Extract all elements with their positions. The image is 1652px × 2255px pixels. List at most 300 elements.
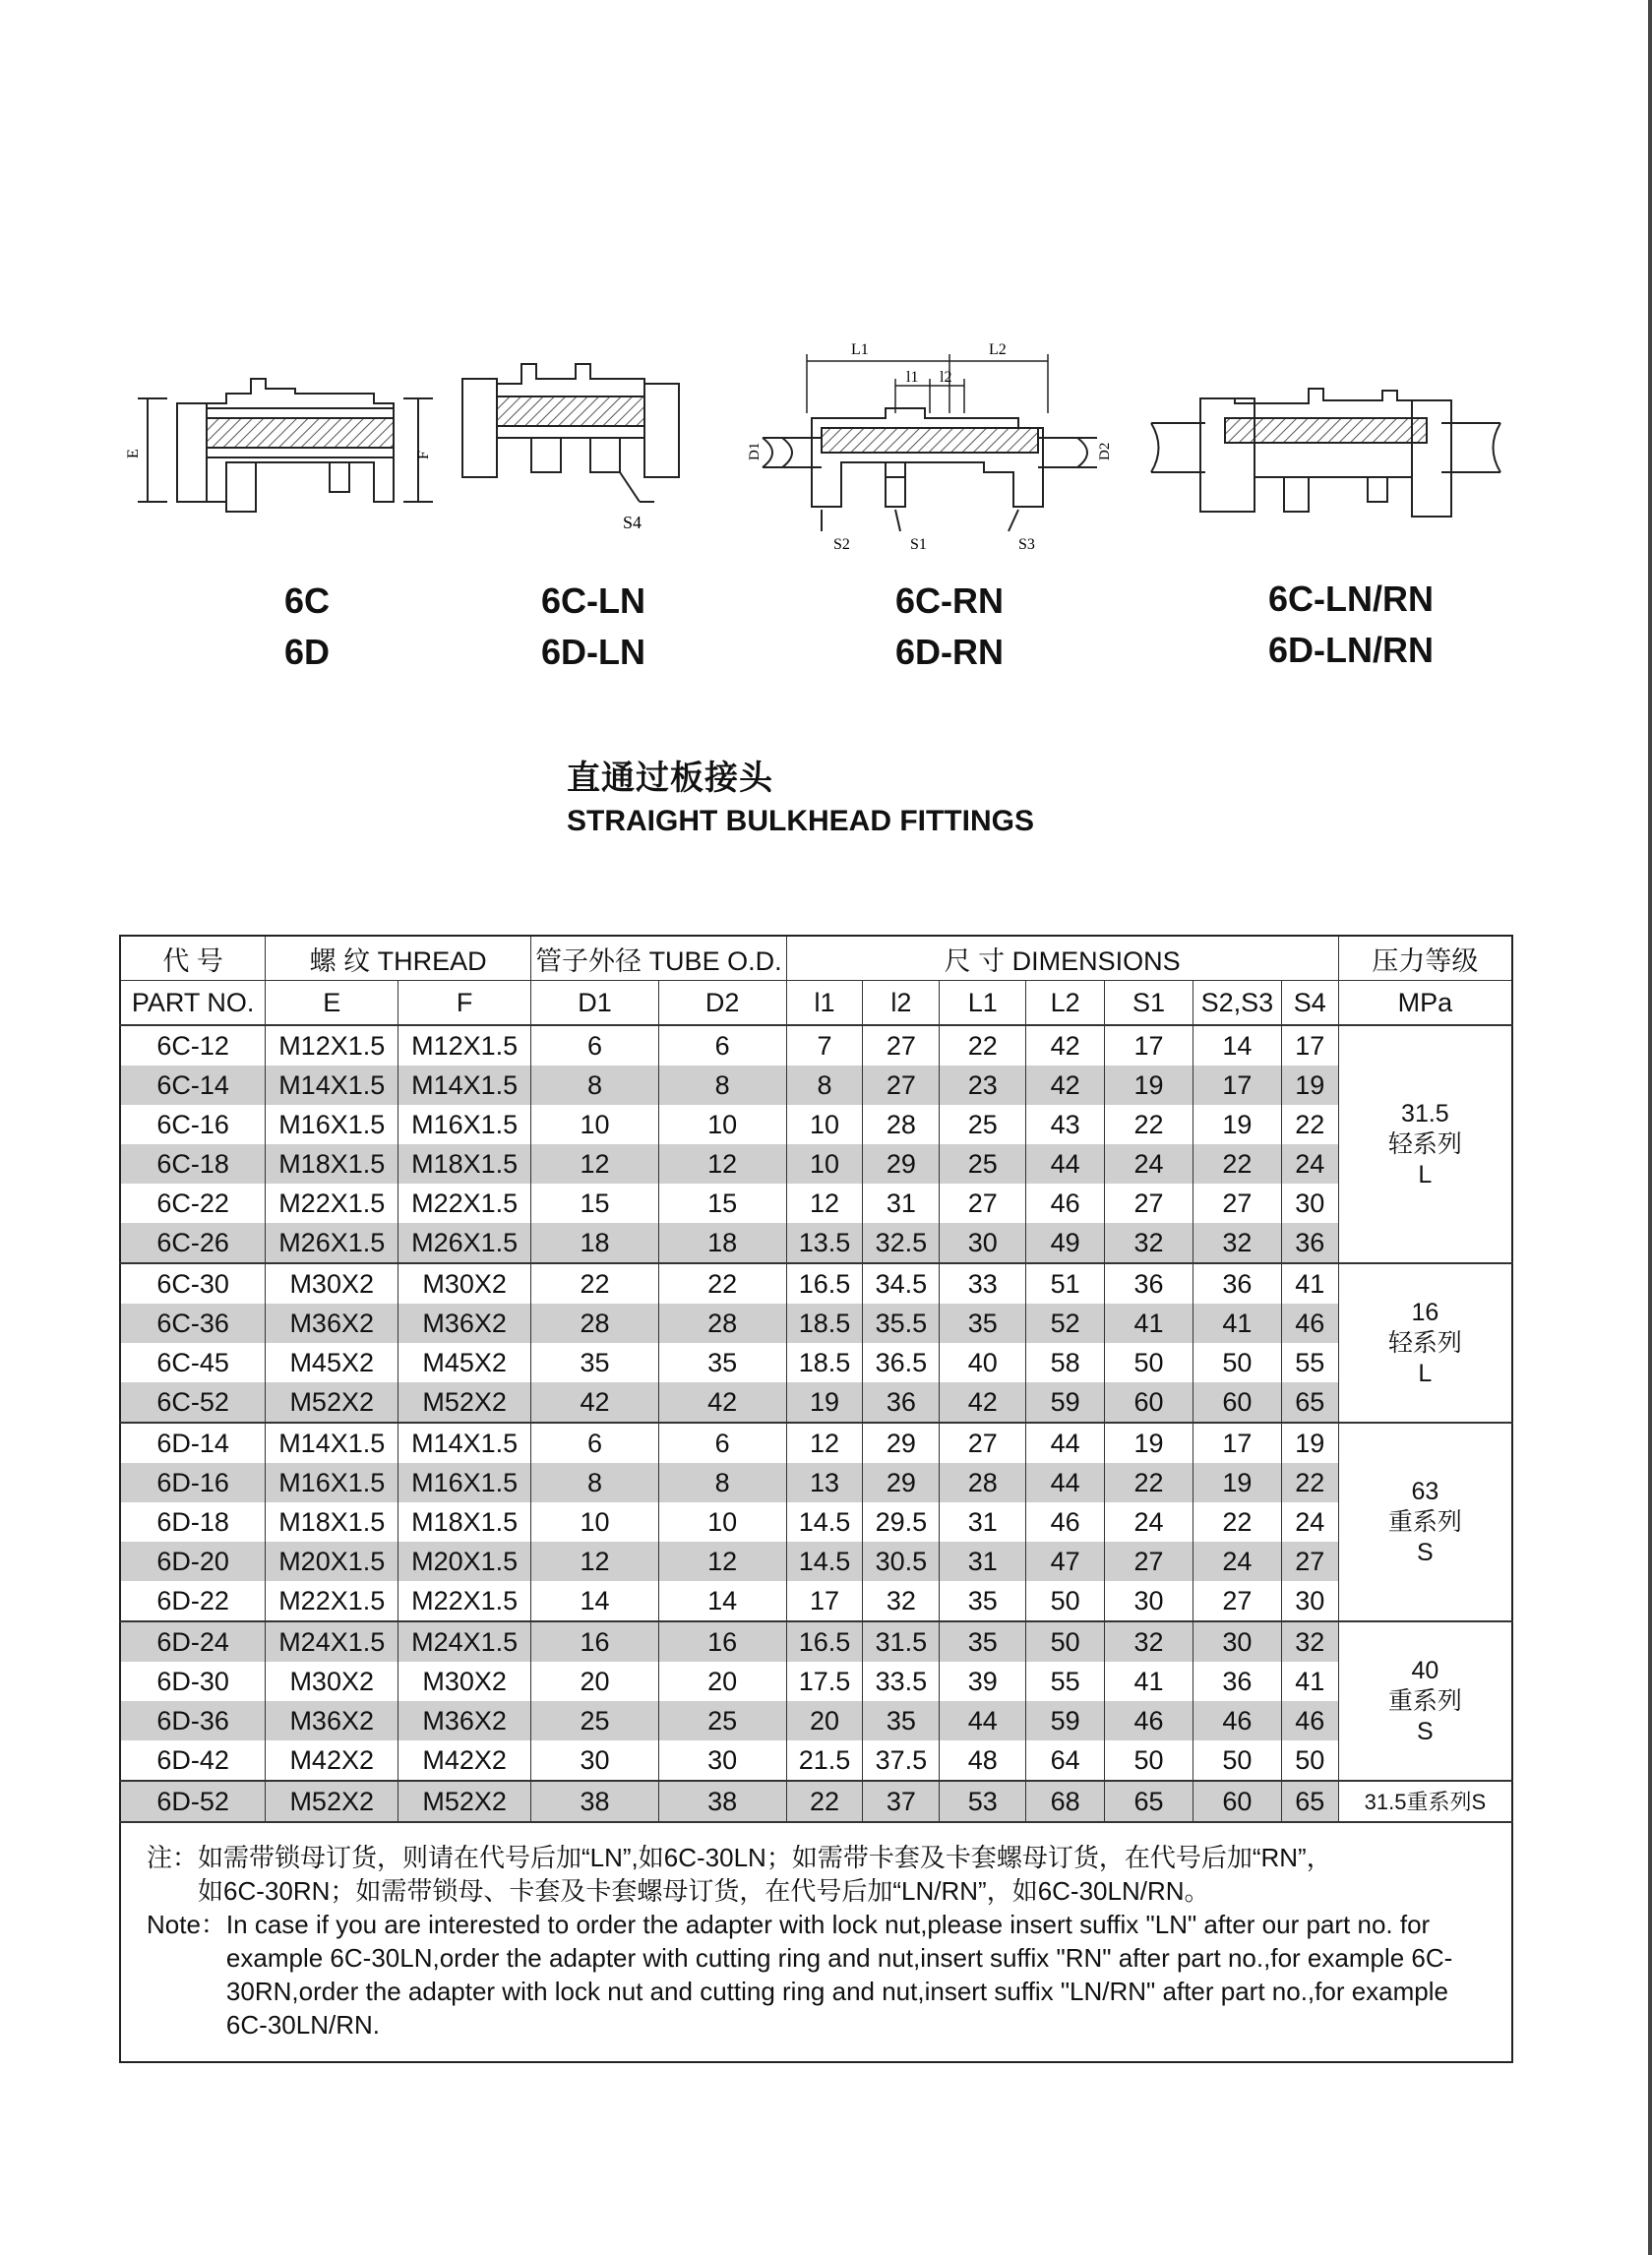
model-label: 6D-RN	[894, 632, 1004, 672]
column-header: S4	[1281, 981, 1338, 1026]
table-cell: 24	[1281, 1502, 1338, 1542]
table-cell: 22	[531, 1263, 659, 1304]
pressure-code: S	[1417, 1717, 1434, 1745]
header-pressure: 压力等级	[1338, 936, 1512, 981]
label-d1: D1	[747, 442, 763, 460]
model-label: 6C-RN	[894, 580, 1004, 621]
table-cell: 44	[940, 1701, 1026, 1740]
pressure-cell	[1338, 1263, 1512, 1423]
model-group-ln-rn	[1203, 574, 1499, 676]
table-cell: 6D-42	[120, 1740, 266, 1781]
table-cell: 14	[658, 1581, 786, 1621]
table-cell: M36X2	[266, 1304, 398, 1343]
table-cell: 12	[786, 1423, 863, 1463]
pressure-series: 轻系列	[1387, 1328, 1462, 1357]
model-label: 6D	[283, 632, 331, 672]
table-cell: M18X1.5	[398, 1144, 531, 1184]
table-cell: 17	[1105, 1025, 1193, 1066]
label-i2: l2	[940, 369, 952, 386]
table-cell: 46	[1105, 1701, 1193, 1740]
table-cell: M22X1.5	[398, 1184, 531, 1223]
table-cell: 36	[1281, 1223, 1338, 1263]
table-cell: M42X2	[266, 1740, 398, 1781]
table-cell: 27	[1105, 1184, 1193, 1223]
table-cell: M45X2	[398, 1343, 531, 1382]
table-cell: 32	[1193, 1223, 1281, 1263]
table-cell: 19	[786, 1382, 863, 1423]
table-cell: 47	[1026, 1542, 1105, 1581]
table-cell: 6D-52	[120, 1781, 266, 1822]
table-cell: 49	[1026, 1223, 1105, 1263]
table-cell: 30	[531, 1740, 659, 1781]
table-cell: 12	[531, 1542, 659, 1581]
table-cell: 32	[863, 1581, 940, 1621]
model-label: 6C	[283, 580, 331, 621]
table-cell: 50	[1193, 1343, 1281, 1382]
table-cell: 48	[940, 1740, 1026, 1781]
label-s2: S2	[833, 536, 850, 553]
pressure-value: 31.5	[1401, 1099, 1449, 1128]
table-cell: 16	[658, 1621, 786, 1662]
table-cell: 50	[1026, 1621, 1105, 1662]
table-cell: 32.5	[863, 1223, 940, 1263]
table-cell: 12	[786, 1184, 863, 1223]
label-f: F	[415, 451, 432, 459]
table-cell: 35	[531, 1343, 659, 1382]
table-cell: 28	[531, 1304, 659, 1343]
column-header: E	[266, 981, 398, 1026]
table-cell: M30X2	[398, 1263, 531, 1304]
table-cell: 6D-24	[120, 1621, 266, 1662]
pressure-code: L	[1418, 1160, 1433, 1188]
table-cell: 68	[1026, 1781, 1105, 1822]
drawing-6c-rn	[723, 335, 1117, 571]
model-group-6c	[159, 576, 455, 678]
table-row	[120, 1184, 1512, 1223]
table-cell: 17	[1193, 1066, 1281, 1105]
table-cell: 8	[531, 1066, 659, 1105]
table-cell: 6D-36	[120, 1701, 266, 1740]
table-cell: M36X2	[266, 1701, 398, 1740]
table-cell: 7	[786, 1025, 863, 1066]
table-cell: M20X1.5	[266, 1542, 398, 1581]
table-cell: 24	[1281, 1144, 1338, 1184]
table-cell: M16X1.5	[266, 1105, 398, 1144]
pressure-cell	[1338, 1781, 1512, 1822]
table-cell: 16.5	[786, 1263, 863, 1304]
table-cell: 24	[1105, 1144, 1193, 1184]
table-cell: M22X1.5	[266, 1581, 398, 1621]
table-cell: 18.5	[786, 1304, 863, 1343]
table-cell: 36	[1193, 1263, 1281, 1304]
table-cell: 38	[531, 1781, 659, 1822]
table-cell: 22	[1105, 1463, 1193, 1502]
fitting-drawings	[0, 325, 1652, 672]
table-cell: 44	[1026, 1423, 1105, 1463]
table-row	[120, 1463, 1512, 1502]
table-row	[120, 1025, 1512, 1066]
table-cell: 50	[1026, 1581, 1105, 1621]
table-cell: 30	[1281, 1581, 1338, 1621]
table-row	[120, 1423, 1512, 1463]
table-cell: 40	[940, 1343, 1026, 1382]
table-cell: M22X1.5	[398, 1581, 531, 1621]
table-cell: M14X1.5	[266, 1066, 398, 1105]
header-pressure-unit: MPa	[1338, 981, 1512, 1026]
table-cell: 36	[1193, 1662, 1281, 1701]
table-cell: M30X2	[266, 1263, 398, 1304]
model-label: 6D-LN/RN	[1268, 630, 1434, 670]
table-cell: 22	[1105, 1105, 1193, 1144]
table-cell: M52X2	[266, 1382, 398, 1423]
table-cell: 50	[1281, 1740, 1338, 1781]
table-cell: 10	[531, 1105, 659, 1144]
table-cell: 27	[940, 1423, 1026, 1463]
table-cell: 21.5	[786, 1740, 863, 1781]
table-cell: 37.5	[863, 1740, 940, 1781]
table-cell: 60	[1193, 1781, 1281, 1822]
table-cell: 35	[940, 1621, 1026, 1662]
table-cell: 10	[786, 1144, 863, 1184]
table-row	[120, 1382, 1512, 1423]
table-cell: 6C-52	[120, 1382, 266, 1423]
table-cell: 35	[940, 1304, 1026, 1343]
table-cell: 33	[940, 1263, 1026, 1304]
table-cell: M26X1.5	[398, 1223, 531, 1263]
table-cell: 6C-16	[120, 1105, 266, 1144]
label-s4: S4	[623, 513, 642, 532]
table-row	[120, 1662, 1512, 1701]
table-cell: 27	[863, 1066, 940, 1105]
table-row	[120, 1263, 1512, 1304]
column-header: S2,S3	[1193, 981, 1281, 1026]
table-cell: 10	[658, 1502, 786, 1542]
table-cell: 19	[1193, 1463, 1281, 1502]
table-cell: 38	[658, 1781, 786, 1822]
header-part-en: PART NO.	[120, 981, 266, 1026]
table-cell: M22X1.5	[266, 1184, 398, 1223]
table-row	[120, 1781, 1512, 1822]
table-cell: 6D-18	[120, 1502, 266, 1542]
table-cell: 32	[1105, 1621, 1193, 1662]
table-cell: 25	[940, 1105, 1026, 1144]
pressure-code: S	[1417, 1538, 1434, 1566]
table-cell: 6C-30	[120, 1263, 266, 1304]
column-header: D2	[658, 981, 786, 1026]
table-cell: 42	[940, 1382, 1026, 1423]
table-cell: 12	[531, 1144, 659, 1184]
label-l1: L1	[851, 341, 869, 358]
table-cell: 41	[1105, 1304, 1193, 1343]
table-cell: 52	[1026, 1304, 1105, 1343]
pressure-value: 16	[1411, 1298, 1439, 1326]
table-cell: M16X1.5	[398, 1463, 531, 1502]
table-cell: 19	[1105, 1423, 1193, 1463]
model-label: 6C-LN	[541, 580, 645, 621]
table-cell: 29.5	[863, 1502, 940, 1542]
table-cell: 10	[658, 1105, 786, 1144]
pressure-cell	[1338, 1423, 1512, 1621]
column-header: L1	[940, 981, 1026, 1026]
table-cell: 6C-12	[120, 1025, 266, 1066]
table-cell: 22	[658, 1263, 786, 1304]
table-cell: 46	[1281, 1304, 1338, 1343]
table-cell: 60	[1105, 1382, 1193, 1423]
table-cell: 42	[1026, 1025, 1105, 1066]
table-cell: M36X2	[398, 1304, 531, 1343]
table-cell: 15	[531, 1184, 659, 1223]
note-cn-line1: 注：如需带锁母订货，则请在代号后加“LN”,如6C-30LN；如需带卡套及卡套螺母订货，在代号后加“RN”，	[147, 1843, 1332, 1872]
table-cell: 35	[658, 1343, 786, 1382]
header-tube: 管子外径 TUBE O.D.	[531, 936, 786, 981]
header-thread: 螺 纹 THREAD	[266, 936, 531, 981]
table-row	[120, 1144, 1512, 1184]
table-cell: 42	[658, 1382, 786, 1423]
table-cell: 27	[1105, 1542, 1193, 1581]
table-cell: 16	[531, 1621, 659, 1662]
table-cell: 8	[786, 1066, 863, 1105]
table-cell: 22	[940, 1025, 1026, 1066]
table-cell: 6C-45	[120, 1343, 266, 1382]
drawing-6c-ln	[458, 359, 694, 556]
table-row	[120, 1105, 1512, 1144]
table-cell: 65	[1281, 1382, 1338, 1423]
table-cell: 25	[658, 1701, 786, 1740]
table-cell: 28	[863, 1105, 940, 1144]
table-cell: 46	[1281, 1701, 1338, 1740]
table-cell: 20	[658, 1662, 786, 1701]
table-cell: 8	[658, 1066, 786, 1105]
table-cell: 6	[531, 1423, 659, 1463]
table-cell: M18X1.5	[266, 1144, 398, 1184]
table-cell: 27	[1193, 1581, 1281, 1621]
table-cell: 65	[1281, 1781, 1338, 1822]
table-cell: 19	[1281, 1423, 1338, 1463]
table-cell: 6C-36	[120, 1304, 266, 1343]
table-cell: 30.5	[863, 1542, 940, 1581]
table-cell: 46	[1026, 1184, 1105, 1223]
table-cell: 14	[1193, 1025, 1281, 1066]
table-row	[120, 1304, 1512, 1343]
table-cell: 27	[1193, 1184, 1281, 1223]
table-cell: 60	[1193, 1382, 1281, 1423]
table-row	[120, 1740, 1512, 1781]
table-cell: 50	[1105, 1343, 1193, 1382]
table-cell: 64	[1026, 1740, 1105, 1781]
title-english: STRAIGHT BULKHEAD FITTINGS	[567, 805, 1034, 837]
label-d2: D2	[1097, 442, 1113, 460]
table-cell: 28	[658, 1304, 786, 1343]
table-cell: 59	[1026, 1382, 1105, 1423]
table-cell: 15	[658, 1184, 786, 1223]
label-s1: S1	[910, 536, 927, 553]
column-header: S1	[1105, 981, 1193, 1026]
table-cell: 8	[658, 1463, 786, 1502]
table-cell: 51	[1026, 1263, 1105, 1304]
column-header: F	[398, 981, 531, 1026]
table-cell: 19	[1193, 1105, 1281, 1144]
table-cell: 30	[1281, 1184, 1338, 1223]
model-label: 6D-LN	[541, 632, 645, 672]
table-cell: 50	[1105, 1740, 1193, 1781]
table-cell: 18	[531, 1223, 659, 1263]
table-cell: 29	[863, 1423, 940, 1463]
table-cell: 8	[531, 1463, 659, 1502]
model-label: 6C-LN/RN	[1268, 579, 1434, 619]
column-header: L2	[1026, 981, 1105, 1026]
spec-table	[119, 935, 1513, 2063]
table-cell: M12X1.5	[266, 1025, 398, 1066]
table-row	[120, 1581, 1512, 1621]
table-cell: 30	[658, 1740, 786, 1781]
label-e: E	[125, 449, 142, 458]
table-row	[120, 1343, 1512, 1382]
table-cell: M14X1.5	[398, 1423, 531, 1463]
table-cell: 35.5	[863, 1304, 940, 1343]
table-cell: 13.5	[786, 1223, 863, 1263]
table-cell: 44	[1026, 1144, 1105, 1184]
table-cell: 17	[1281, 1025, 1338, 1066]
table-cell: 17	[786, 1581, 863, 1621]
label-i1: l1	[906, 369, 919, 386]
table-cell: 19	[1281, 1066, 1338, 1105]
table-cell: 27	[940, 1184, 1026, 1223]
table-cell: M26X1.5	[266, 1223, 398, 1263]
table-cell: 31	[863, 1184, 940, 1223]
table-cell: 41	[1281, 1263, 1338, 1304]
table-cell: 41	[1193, 1304, 1281, 1343]
table-cell: 6	[658, 1423, 786, 1463]
table-cell: 42	[1026, 1066, 1105, 1105]
note-en-text: In case if you are interested to order the adapter with lock nut,please insert suffix "LN" after our part no. for example 6C-30LN,order the adapter with cutting ring and nut,insert suffix "RN" after part no.,for example 6C-30RN,order the adapter with lock nut and cutting ring and nut,insert suffix "LN/RN" after part no.,for example 6C-30LN/RN.	[225, 1910, 1453, 2040]
table-cell: M36X2	[398, 1701, 531, 1740]
model-group-rn	[802, 576, 1097, 678]
table-cell: 35	[863, 1701, 940, 1740]
table-cell: M52X2	[398, 1382, 531, 1423]
pressure-code: L	[1418, 1359, 1433, 1387]
table-cell: 20	[531, 1662, 659, 1701]
table-cell: M16X1.5	[398, 1105, 531, 1144]
table-cell: M14X1.5	[266, 1423, 398, 1463]
table-cell: 30	[1193, 1621, 1281, 1662]
column-header: D1	[531, 981, 659, 1026]
table-cell: 22	[1281, 1105, 1338, 1144]
table-cell: 34.5	[863, 1263, 940, 1304]
table-cell: 30	[1105, 1581, 1193, 1621]
table-cell: 6C-26	[120, 1223, 266, 1263]
table-cell: 18.5	[786, 1343, 863, 1382]
table-cell: 14.5	[786, 1502, 863, 1542]
table-cell: 22	[1193, 1502, 1281, 1542]
note-en	[147, 1908, 1486, 2042]
table-cell: 31.5	[863, 1621, 940, 1662]
column-header: l2	[863, 981, 940, 1026]
table-cell: M52X2	[398, 1781, 531, 1822]
table-cell: M16X1.5	[266, 1463, 398, 1502]
header-dimensions: 尺 寸 DIMENSIONS	[786, 936, 1338, 981]
table-cell: 43	[1026, 1105, 1105, 1144]
table-cell: M42X2	[398, 1740, 531, 1781]
label-l2: L2	[989, 341, 1007, 358]
table-cell: 6D-30	[120, 1662, 266, 1701]
table-cell: 24	[1193, 1542, 1281, 1581]
table-cell: 27	[863, 1025, 940, 1066]
table-cell: M30X2	[398, 1662, 531, 1701]
table-cell: 16.5	[786, 1621, 863, 1662]
table-cell: 6C-18	[120, 1144, 266, 1184]
pressure-cell	[1338, 1025, 1512, 1263]
table-cell: 22	[786, 1781, 863, 1822]
pressure-cell	[1338, 1621, 1512, 1781]
table-cell: 30	[940, 1223, 1026, 1263]
table-cell: 36	[863, 1382, 940, 1423]
table-cell: 14.5	[786, 1542, 863, 1581]
pressure-series: 重系列	[1387, 1686, 1462, 1715]
table-cell: 29	[863, 1144, 940, 1184]
pressure-series: 重系列	[1387, 1507, 1462, 1536]
drawing-6c-ln-rn	[1146, 379, 1510, 536]
table-cell: 10	[531, 1502, 659, 1542]
table-cell: 22	[1281, 1463, 1338, 1502]
table-cell: 13	[786, 1463, 863, 1502]
header-part-cn: 代 号	[120, 936, 266, 981]
table-cell: 18	[658, 1223, 786, 1263]
table-cell: M18X1.5	[266, 1502, 398, 1542]
table-cell: M45X2	[266, 1343, 398, 1382]
table-cell: M18X1.5	[398, 1502, 531, 1542]
table-cell: 6D-20	[120, 1542, 266, 1581]
table-cell: 41	[1105, 1662, 1193, 1701]
table-cell: M24X1.5	[398, 1621, 531, 1662]
table-cell: M14X1.5	[398, 1066, 531, 1105]
pressure-value: 63	[1411, 1477, 1439, 1505]
table-cell: 25	[940, 1144, 1026, 1184]
table-cell: 17.5	[786, 1662, 863, 1701]
table-cell: 6	[658, 1025, 786, 1066]
table-cell: 33.5	[863, 1662, 940, 1701]
table-cell: M52X2	[266, 1781, 398, 1822]
model-group-ln	[446, 576, 741, 678]
table-row	[120, 1066, 1512, 1105]
column-header: l1	[786, 981, 863, 1026]
table-cell: 10	[786, 1105, 863, 1144]
table-cell: 32	[1281, 1621, 1338, 1662]
table-cell: 6	[531, 1025, 659, 1066]
table-cell: 25	[531, 1701, 659, 1740]
table-cell: 44	[1026, 1463, 1105, 1502]
table-row	[120, 1621, 1512, 1662]
table-cell: 6C-22	[120, 1184, 266, 1223]
table-cell: 32	[1105, 1223, 1193, 1263]
label-s3: S3	[1018, 536, 1035, 553]
table-cell: 12	[658, 1542, 786, 1581]
table-cell: 59	[1026, 1701, 1105, 1740]
table-cell: 24	[1105, 1502, 1193, 1542]
table-cell: 37	[863, 1781, 940, 1822]
table-cell: 20	[786, 1701, 863, 1740]
table-cell: 36	[1105, 1263, 1193, 1304]
table-cell: 50	[1193, 1740, 1281, 1781]
table-row	[120, 1502, 1512, 1542]
table-cell: 29	[863, 1463, 940, 1502]
pressure-series: 轻系列	[1387, 1129, 1462, 1158]
pressure-value: 40	[1411, 1656, 1439, 1684]
table-cell: 42	[531, 1382, 659, 1423]
table-cell: M30X2	[266, 1662, 398, 1701]
table-cell: M24X1.5	[266, 1621, 398, 1662]
pressure-value: 31.5重系列S	[1364, 1789, 1487, 1814]
table-cell: 17	[1193, 1423, 1281, 1463]
